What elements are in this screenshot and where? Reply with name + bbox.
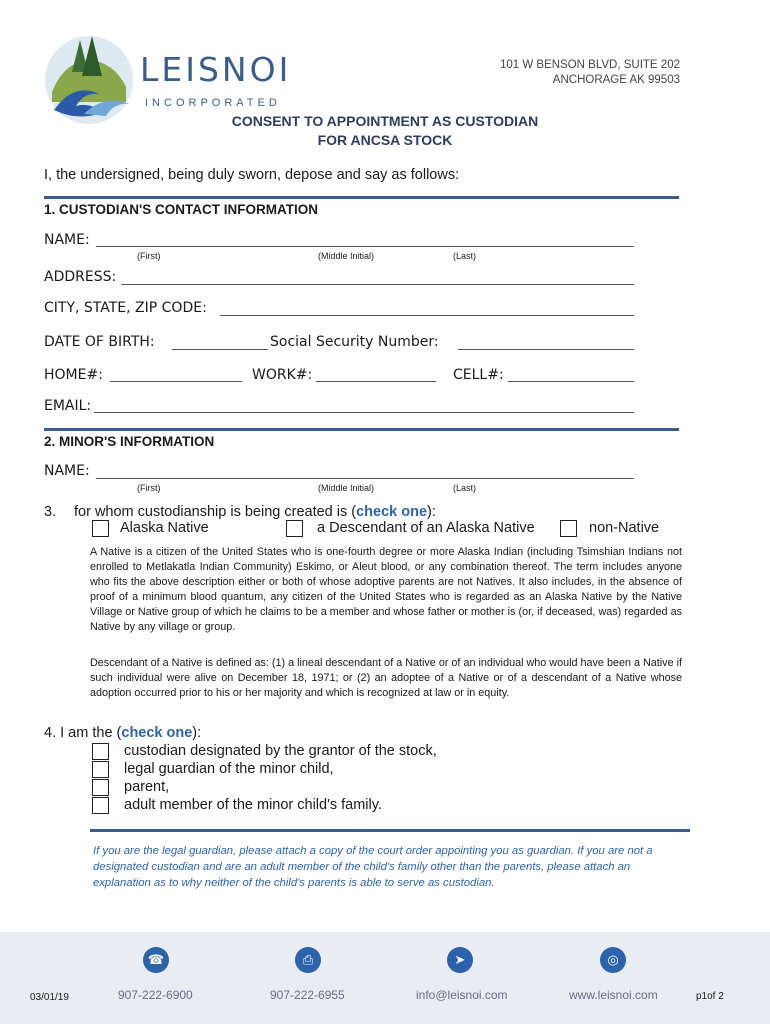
- cell-phone-field[interactable]: [508, 381, 634, 382]
- revision-date: 03/01/19: [30, 992, 69, 1003]
- cell-phone-label: CELL#:: [453, 367, 504, 383]
- title-line-2: FOR ANCSA STOCK: [317, 132, 453, 148]
- alaska-native-label: Alaska Native: [120, 520, 209, 536]
- adult-family-member-label: adult member of the minor child's family.: [124, 797, 382, 813]
- ssn-field[interactable]: [458, 349, 634, 350]
- address-label: ADDRESS:: [44, 269, 117, 285]
- minor-name-field[interactable]: [96, 478, 634, 479]
- section-4-prompt-text: 4. I am the (: [44, 725, 122, 741]
- custodian-designated-label: custodian designated by the grantor of the stock,: [124, 743, 437, 759]
- descendant-checkbox[interactable]: [286, 520, 303, 537]
- email-field[interactable]: [94, 412, 634, 413]
- brand-subtitle: INCORPORATED: [145, 97, 281, 109]
- last-name-hint: (Last): [453, 483, 477, 493]
- custodian-name-field[interactable]: [96, 246, 634, 247]
- footer-band: [0, 932, 770, 1024]
- section-divider: [44, 196, 679, 199]
- check-one-label: check one: [121, 725, 193, 741]
- non-native-checkbox[interactable]: [560, 520, 577, 537]
- native-definition: A Native is a citizen of the United States who is one-fourth degree or more Alaska Indian (including Tsimshian Indians not enrolled to Metlakatla Indian Community) Eskimo, or Aleut blood, or any combination thereof. The term includes anyone who fits the above description either or both of whose adoptive parents are not Natives. It also includes, in the absence of proof of a minimum blood quantum, any citizen of the United States who is regarded as an Alaska Native by the Native Village or Native group of which he claims to be a member and whose father or mother is (or, if deceased, was) regarded as Native by any village or group.: [90, 546, 682, 633]
- guardian-note: If you are the legal guardian, please attach a copy of the court order appointing you as guardian. If you are not a designated custodian and are an adult member of the child's family other than the parents, please attach an explanation as to why neither of the child's parents is able to serve as custodian.: [93, 845, 653, 889]
- address-field[interactable]: [121, 284, 634, 285]
- first-name-hint: (First): [137, 251, 161, 261]
- parent-label: parent,: [124, 779, 170, 795]
- footer-email-link[interactable]: info@leisnoi.com: [416, 988, 508, 1002]
- minor-name-label: NAME:: [44, 463, 90, 479]
- custodian-designated-checkbox[interactable]: [92, 743, 109, 760]
- brand-name: LEISNOI: [140, 50, 292, 89]
- city-state-zip-label: CITY, STATE, ZIP CODE:: [44, 300, 207, 316]
- email-label: EMAIL:: [44, 398, 92, 414]
- document-title: [0, 112, 770, 150]
- footer-phone[interactable]: 907-222-6900: [118, 988, 193, 1002]
- note-divider: [90, 829, 690, 832]
- section-3-prompt: [74, 504, 436, 520]
- work-phone-field[interactable]: [316, 381, 436, 382]
- section-1-heading: 1. CUSTODIAN'S CONTACT INFORMATION: [44, 202, 318, 217]
- footer-website-link[interactable]: www.leisnoi.com: [569, 988, 658, 1002]
- work-phone-label: WORK#:: [252, 367, 313, 383]
- last-name-hint: (Last): [453, 251, 477, 261]
- page-number: p1of 2: [696, 991, 724, 1002]
- ssn-label: Social Security Number:: [270, 334, 439, 350]
- date-of-birth-field[interactable]: [172, 349, 268, 350]
- intro-statement: I, the undersigned, being duly sworn, depose and say as follows:: [44, 167, 460, 183]
- date-of-birth-label: DATE OF BIRTH:: [44, 334, 155, 350]
- alaska-native-checkbox[interactable]: [92, 520, 109, 537]
- section-4-prompt: [44, 725, 201, 741]
- descendant-label: a Descendant of an Alaska Native: [317, 520, 535, 536]
- address-line-2: ANCHORAGE AK 99503: [552, 74, 680, 86]
- company-address: [500, 58, 680, 88]
- legal-guardian-checkbox[interactable]: [92, 761, 109, 778]
- section-3-prompt-text: for whom custodianship is being created is (: [74, 504, 357, 520]
- phone-icon: ☎: [143, 947, 169, 973]
- section-4-prompt-end: ):: [192, 725, 202, 741]
- middle-initial-hint: (Middle Initial): [318, 251, 375, 261]
- send-icon: ➤: [447, 947, 473, 973]
- home-phone-field[interactable]: [110, 381, 242, 382]
- section-2-heading: 2. MINOR'S INFORMATION: [44, 434, 215, 449]
- legal-guardian-label: legal guardian of the minor child,: [124, 761, 334, 777]
- fax-icon: ⎙: [295, 947, 321, 973]
- title-line-1: CONSENT TO APPOINTMENT AS CUSTODIAN: [231, 113, 539, 129]
- custodian-name-label: NAME:: [44, 232, 90, 248]
- globe-icon: ◎: [600, 947, 626, 973]
- check-one-label: check one: [356, 504, 428, 520]
- parent-checkbox[interactable]: [92, 779, 109, 796]
- home-phone-label: HOME#:: [44, 367, 103, 383]
- city-state-zip-field[interactable]: [220, 315, 634, 316]
- address-line-1: 101 W BENSON BLVD, SUITE 202: [499, 59, 680, 71]
- non-native-label: non-Native: [589, 520, 660, 536]
- middle-initial-hint: (Middle Initial): [318, 483, 375, 493]
- section-divider: [44, 428, 679, 431]
- adult-family-member-checkbox[interactable]: [92, 797, 109, 814]
- section-3-number: 3.: [44, 504, 57, 520]
- footer-fax: 907-222-6955: [270, 988, 345, 1002]
- section-3-prompt-end: ):: [427, 504, 436, 520]
- descendant-definition: Descendant of a Native is defined as: (1) a lineal descendant of a Native or of an individual who would have been a Native if such individual were alive on December 18, 1971; or (2) an adoptee of a Native or of a descendant of a Native whose adoption occurred prior to his or her majority and which is recognized at law or in equity.: [90, 657, 682, 699]
- first-name-hint: (First): [137, 483, 161, 493]
